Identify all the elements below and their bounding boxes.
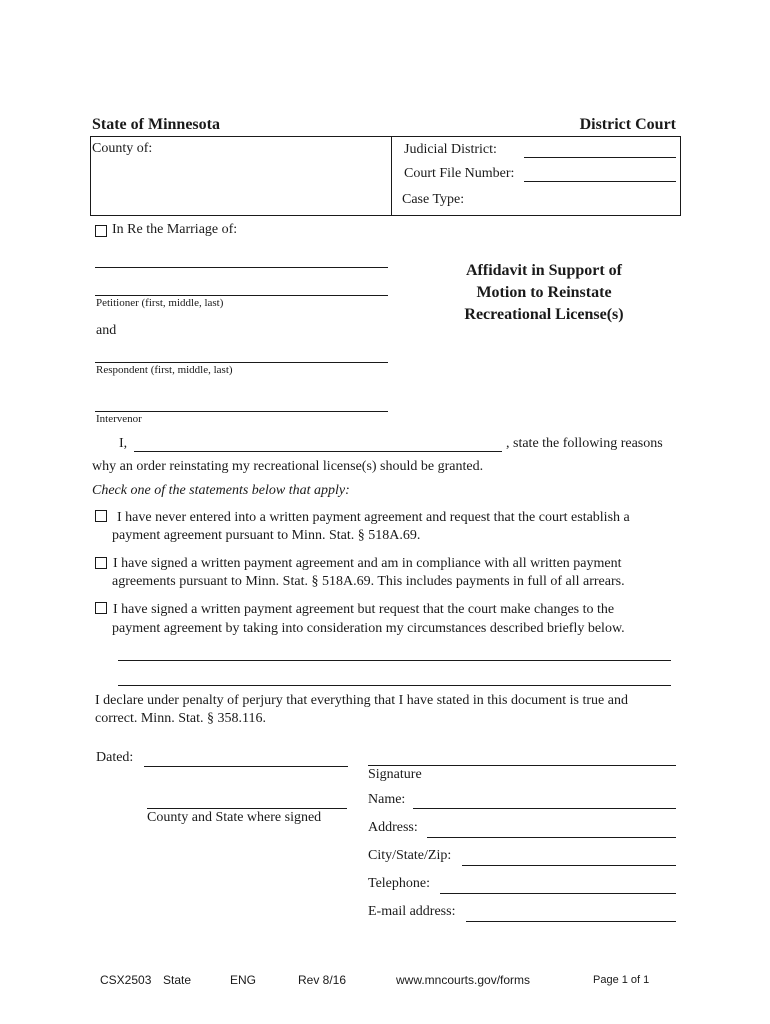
in-re-marriage-label: In Re the Marriage of:: [112, 222, 238, 237]
respondent-name-line[interactable]: [95, 362, 388, 363]
option-2-checkbox[interactable]: [95, 557, 107, 569]
county-label: County of:: [92, 141, 153, 156]
caption-divider: [391, 137, 392, 215]
affiant-name-field[interactable]: [134, 451, 502, 452]
telephone-label: Telephone:: [368, 876, 430, 891]
document-title: [410, 260, 678, 326]
option-2-line-2: agreements pursuant to Minn. Stat. § 518A.69. This includes payments in full of all arrears.: [112, 574, 625, 589]
option-1-checkbox[interactable]: [95, 510, 107, 522]
signature-caption: Signature: [368, 767, 422, 782]
dated-label: Dated:: [96, 750, 134, 765]
city-state-zip-field[interactable]: [462, 865, 676, 866]
footer-language: ENG: [230, 973, 257, 987]
declaration-line-2: correct. Minn. Stat. § 358.116.: [95, 711, 266, 726]
i-label: I,: [119, 436, 128, 451]
city-state-zip-label: City/State/Zip:: [368, 848, 452, 863]
state-reasons-text: , state the following reasons: [506, 436, 663, 451]
county-state-caption: County and State where signed: [147, 810, 322, 825]
option-3-checkbox[interactable]: [95, 602, 107, 614]
option-1-line-1: I have never entered into a written payment agreement and request that the court establish a: [117, 510, 630, 525]
judicial-district-label: Judicial District:: [404, 142, 497, 157]
footer-page-number: Page 1 of 1: [593, 974, 650, 986]
name-label: Name:: [368, 792, 406, 807]
respondent-caption: Respondent (first, middle, last): [96, 364, 233, 376]
option-1-line-2: payment agreement pursuant to Minn. Stat. § 518A.69.: [112, 528, 421, 543]
intervenor-caption: Intervenor: [96, 413, 142, 425]
footer-revision: Rev 8/16: [298, 973, 347, 987]
footer-form-code: CSX2503: [100, 973, 152, 987]
option-3-line-1: I have signed a written payment agreement but request that the court make changes to the: [113, 602, 615, 617]
check-instruction: Check one of the statements below that apply:: [92, 483, 350, 498]
title-line-1: Affidavit in Support of: [465, 262, 623, 279]
signature-field[interactable]: [368, 765, 676, 766]
in-re-marriage-checkbox[interactable]: [95, 225, 107, 237]
petitioner-caption: Petitioner (first, middle, last): [96, 297, 224, 309]
dated-field[interactable]: [144, 766, 348, 767]
case-type-label: Case Type:: [402, 192, 465, 207]
petitioner-name-line-1[interactable]: [95, 267, 388, 268]
option-2-line-1: I have signed a written payment agreement and am in compliance with all written payment: [113, 556, 622, 571]
footer-scope: State: [163, 973, 192, 987]
title-line-3: Recreational License(s): [464, 306, 624, 323]
telephone-field[interactable]: [440, 893, 676, 894]
name-field[interactable]: [413, 808, 676, 809]
address-field[interactable]: [427, 837, 676, 838]
judicial-district-field[interactable]: [524, 157, 676, 158]
footer-website[interactable]: www.mncourts.gov/forms: [396, 973, 531, 987]
declaration-line-1: I declare under penalty of perjury that everything that I have stated in this document is true and: [95, 693, 628, 708]
title-line-2: Motion to Reinstate: [476, 284, 612, 301]
option-3-line-2: payment agreement by taking into consideration my circumstances described briefly below.: [112, 621, 625, 636]
county-field[interactable]: [93, 160, 383, 210]
county-state-signed-field[interactable]: [147, 808, 347, 809]
intervenor-name-line[interactable]: [95, 411, 388, 412]
court-file-number-label: Court File Number:: [404, 166, 515, 181]
court-heading: District Court: [579, 116, 676, 133]
circumstances-line-1[interactable]: [118, 660, 671, 661]
state-heading: State of Minnesota: [92, 116, 220, 133]
why-order-text: why an order reinstating my recreational license(s) should be granted.: [92, 459, 484, 474]
circumstances-line-2[interactable]: [118, 685, 671, 686]
and-label: and: [96, 323, 117, 338]
petitioner-name-line-2[interactable]: [95, 295, 388, 296]
email-field[interactable]: [466, 921, 676, 922]
address-label: Address:: [368, 820, 418, 835]
case-type-field[interactable]: [475, 190, 675, 210]
court-file-number-field[interactable]: [524, 181, 676, 182]
email-label: E-mail address:: [368, 904, 456, 919]
